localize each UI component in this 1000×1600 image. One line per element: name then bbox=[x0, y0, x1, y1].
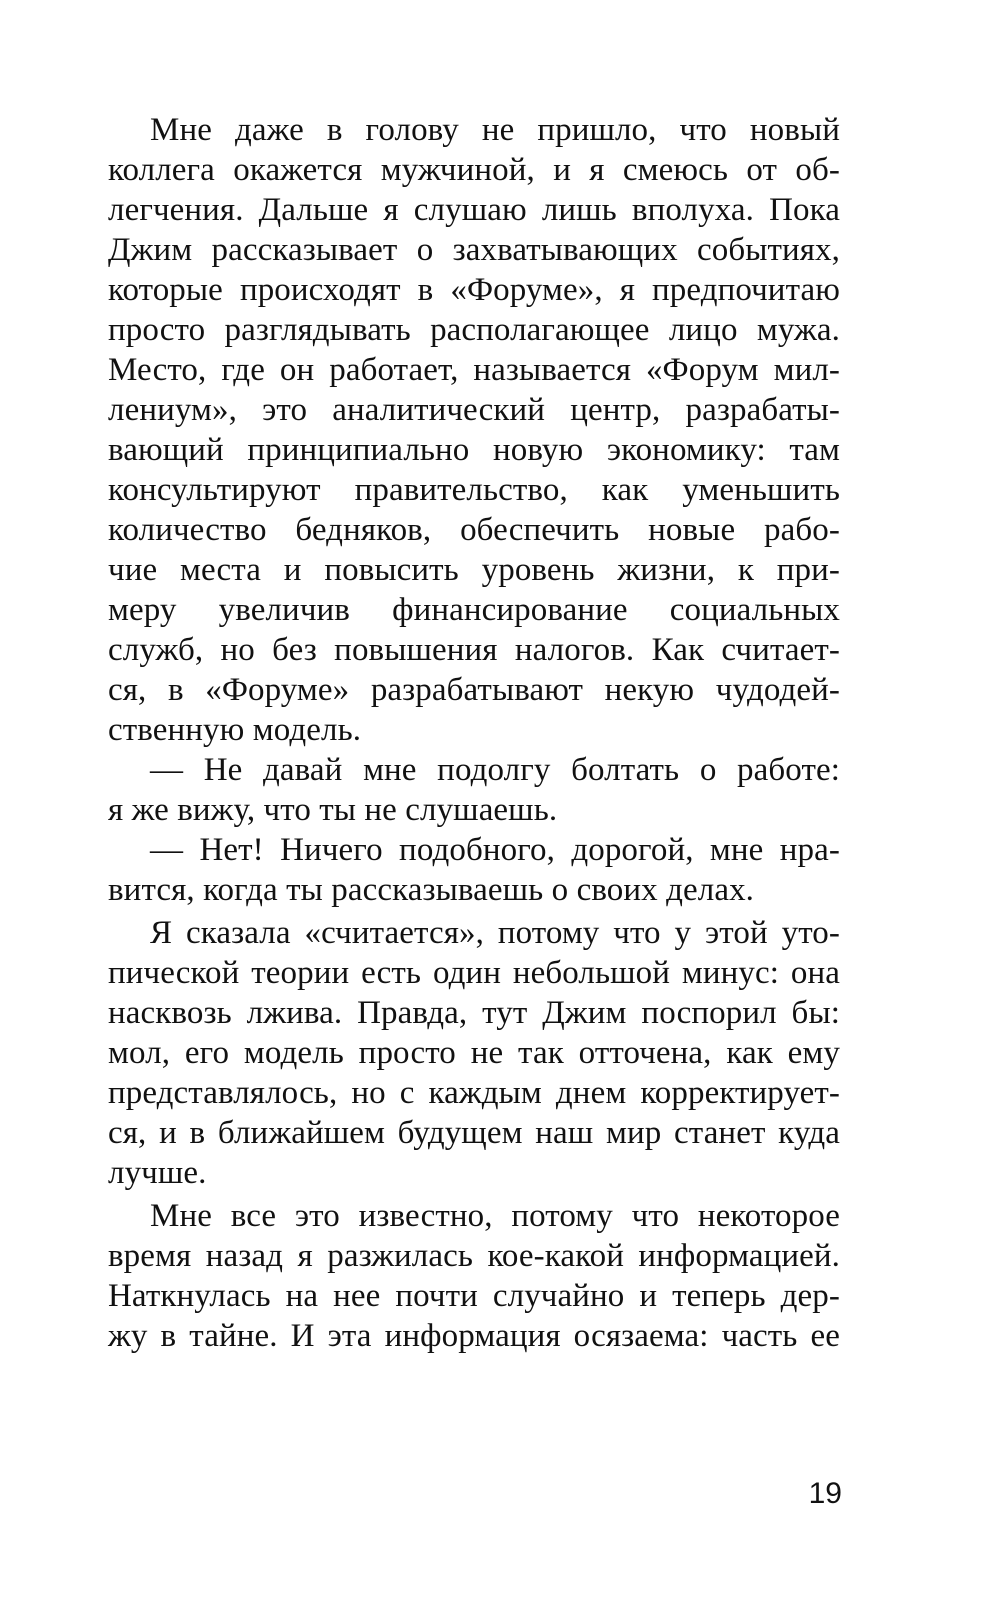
text-line: количество бедняков, обеспечить новые рабо- bbox=[108, 512, 840, 548]
text-line: Место, где он работает, называется «Форум мил- bbox=[108, 352, 840, 388]
dialogue-paragraph bbox=[108, 750, 840, 830]
text-line: Мне все это известно, потому что некоторое bbox=[150, 1198, 840, 1234]
text-line: вающий принципиально новую экономику: там bbox=[108, 432, 840, 468]
paragraph bbox=[108, 913, 840, 1193]
text-line: легчения. Дальше я слушаю лишь вполуха. Пока bbox=[108, 192, 840, 228]
text-line: коллега окажется мужчиной, и я смеюсь от об- bbox=[108, 152, 840, 188]
body-text bbox=[108, 110, 840, 1356]
text-line: просто разглядывать располагающее лицо мужа. bbox=[108, 312, 840, 348]
text-line: Джим рассказывает о захватывающих событиях, bbox=[108, 232, 840, 268]
text-line: мол, его модель просто не так отточена, как ему bbox=[108, 1035, 840, 1071]
text-line: Я сказала «считается», потому что у этой уто- bbox=[150, 915, 840, 951]
page-number: 19 bbox=[808, 1477, 842, 1510]
dialogue-paragraph bbox=[108, 830, 840, 910]
text-line: консультируют правительство, как уменьшить bbox=[108, 472, 840, 508]
text-line: Мне даже в голову не пришло, что новый bbox=[150, 112, 840, 148]
text-line: лениум», это аналитический центр, разрабаты- bbox=[108, 392, 840, 428]
text-line: время назад я разжилась кое-какой информацией. bbox=[108, 1238, 840, 1274]
paragraph bbox=[108, 110, 840, 750]
paragraph bbox=[108, 1196, 840, 1356]
text-line: пической теории есть один небольшой минус: она bbox=[108, 955, 840, 991]
text-line: — Нет! Ничего подобного, дорогой, мне нра- bbox=[150, 832, 840, 868]
text-line: служб, но без повышения налогов. Как считает- bbox=[108, 632, 840, 668]
text-line: насквозь лжива. Правда, тут Джим поспорил бы: bbox=[108, 995, 840, 1031]
text-line: ся, в «Форуме» разрабатывают некую чудодей- bbox=[108, 672, 840, 708]
text-line: ся, и в ближайшем будущем наш мир станет куда bbox=[108, 1115, 840, 1151]
text-line: представлялось, но с каждым днем корректирует- bbox=[108, 1075, 840, 1111]
text-line: Наткнулась на нее почти случайно и теперь дер- bbox=[108, 1278, 840, 1314]
text-line: жу в тайне. И эта информация осязаема: часть ее bbox=[108, 1318, 840, 1354]
text-line: я же вижу, что ты не слушаешь. bbox=[108, 792, 558, 828]
text-line: ственную модель. bbox=[108, 712, 362, 748]
text-line: вится, когда ты рассказываешь о своих делах. bbox=[108, 872, 755, 908]
text-line: — Не давай мне подолгу болтать о работе: bbox=[150, 752, 840, 788]
text-line: лучше. bbox=[108, 1155, 207, 1191]
text-line: меру увеличив финансирование социальных bbox=[108, 592, 840, 628]
text-line: которые происходят в «Форуме», я предпочитаю bbox=[108, 272, 840, 308]
text-line: чие места и повысить уровень жизни, к при- bbox=[108, 552, 840, 588]
